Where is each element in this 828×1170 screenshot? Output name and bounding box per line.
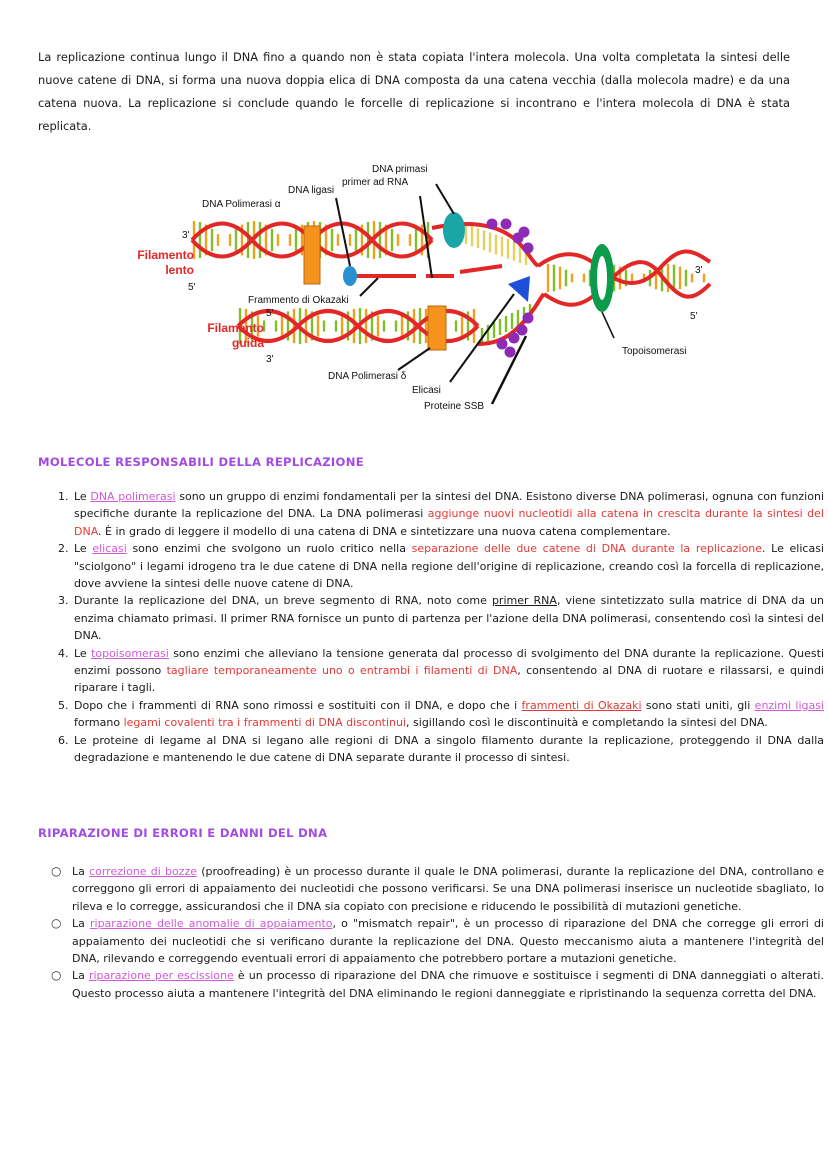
label-filamento-lento-2: lento (165, 263, 194, 277)
label-dna-pol-alpha: DNA Polimerasi α (202, 199, 281, 210)
label-3prime-right: 3' (695, 265, 703, 276)
dna-polymerase-delta (428, 306, 446, 350)
ssb-protein (523, 243, 534, 254)
list-item: 3. Durante la replicazione del DNA, un breve segmento di RNA, noto come primer RNA, viene sintetizzato sulla matrice di DNA da un enzima chiamato primasi. Il primer RNA fornisce un punto di partenza per l'azione della DNA polimerasi, consentendo così la sintesi del DNA. (72, 592, 824, 644)
dna-replication-diagram (120, 158, 720, 420)
term-link: riparazione per escissione (88, 969, 234, 983)
list-item: 6. Le proteine di legame al DNA si legano alle regioni di DNA a singolo filamento durante la replicazione, proteggendo il DNA dalla degradazione e mantenendo le due catene di DNA separate durante il processo di sintesi. (72, 732, 824, 767)
ssb-protein (509, 333, 520, 344)
ssb-protein (497, 339, 508, 350)
highlight-text: legami covalenti tra i frammenti di DNA discontinui (123, 716, 407, 730)
list-item: 4. Le topoisomerasi sono enzimi che alleviano la tensione generata dal processo di svolgimento del DNA durante la replicazione. Questi enzimi possono tagliare temporaneamente uno o entrambi i filamenti di DNA, consentendo al DNA di ruotare e rilassarsi, e quindi riparare i tagli. (72, 645, 824, 697)
label-dna-ligasi: DNA ligasi (288, 185, 335, 196)
list-item: 2. Le elicasi sono enzimi che svolgono un ruolo critico nella separazione delle due catene di DNA durante la replicazione. Le elicasi "sciolgono" i legami idrogeno tra le due catene di DNA nella regione dell'origine di replicazione, creando così la forcella di replicazione, dove avviene la sintesi delle nuove catene di DNA. (72, 540, 824, 592)
label-filamento-lento-1: Filamento (137, 248, 194, 262)
ssb-protein (501, 219, 512, 230)
term-link: DNA polimerasi (90, 490, 176, 503)
repair-list (38, 863, 824, 1002)
label-primer-rna: primer ad RNA (342, 177, 409, 188)
term-link: frammenti di Okazaki (521, 698, 642, 712)
list-item: ○ La correzione di bozze (proofreading) è un processo durante il quale le DNA polimerasi, durante la replicazione del DNA, controllano e correggono gli errori di appaiamento dei nucleotidi che possono verificarsi. Se una DNA polimerasi inserisce un nucleotide sbagliato, lo rileva e lo corregge, assicurandosi che il DNA sia copiato con precisione e riducendo le possibilità di mutazioni genetiche. (51, 864, 825, 913)
term-link: topoisomerasi (91, 646, 169, 660)
label-filamento-guida-2: guida (232, 336, 264, 350)
ssb-protein (523, 313, 534, 324)
ssb-proteins-lower (497, 313, 534, 358)
label-frammento-okazaki: Frammento di Okazaki (248, 295, 349, 306)
molecules-list (38, 488, 824, 767)
label-elicasi: Elicasi (412, 385, 441, 396)
term-link: enzimi ligasi (754, 698, 825, 712)
term-link: elicasi (92, 542, 127, 556)
list-item: 5. Dopo che i frammenti di RNA sono rimossi e sostituiti con il DNA, e dopo che i frammenti di Okazaki sono stati uniti, gli enzimi ligasi formano legami covalenti tra i frammenti di DNA discontinui, sigillando così le discontinuità e completando la sintesi del DNA. (72, 697, 824, 732)
circle-bullet-icon: ○ (51, 864, 62, 878)
topoisomerase-hole (597, 256, 607, 300)
highlight-text: aggiunge nuovi nucleotidi alla catena in crescita durante la sintesi del DNA (74, 507, 824, 538)
label-topoisomerasi: Topoisomerasi (622, 346, 687, 357)
leader-topo (602, 312, 614, 338)
list-item: ○ La riparazione delle anomalie di appaiamento, o "mismatch repair", è un processo di riparazione del DNA che corregge gli errori di appaiamento dei nucleotidi che si verificano durante la replicazione del DNA. Questo meccanismo aiuta a mantenere l'integrità del DNA, rilevando e correggendo eventuali errori di appaiamento che potrebbero portare a mutazioni genetiche. (51, 916, 824, 966)
term-link: riparazione delle anomalie di appaiamento (90, 917, 333, 931)
label-dna-primasi: DNA primasi (372, 164, 428, 175)
highlight-text: separazione delle due catene di DNA durante la replicazione (411, 542, 763, 556)
section-title-molecules: MOLECOLE RESPONSABILI DELLA REPLICAZIONE (38, 455, 364, 469)
label-5prime-right: 5' (690, 311, 698, 322)
ssb-protein (505, 347, 516, 358)
label-3prime-top: 3' (182, 230, 190, 241)
okazaki-fragment-3 (460, 266, 502, 272)
intro-paragraph: La replicazione continua lungo il DNA fino a quando non è stata copiata l'intera molecola. Una volta completata la sintesi delle nuove catene di DNA, si forma una nuova doppia elica di DNA composta da una catena vecchia (dalla molecola madre) e da una catena nuova. La replicazione si conclude quando le forcelle di replicazione si incontrano e l'intera molecola di DNA è stata replicata. (38, 50, 790, 133)
dna-ligase (343, 266, 357, 286)
circle-bullet-icon: ○ (51, 916, 62, 931)
ssb-protein (519, 227, 530, 238)
circle-bullet-icon: ○ (51, 968, 62, 983)
section-title-repair: RIPARAZIONE DI ERRORI E DANNI DEL DNA (38, 826, 328, 840)
dna-polymerase-alpha (304, 226, 320, 284)
term-underlined: primer RNA (491, 594, 557, 608)
ssb-protein (517, 325, 528, 336)
dna-primase (443, 212, 465, 248)
label-5prime-mid: 5' (266, 308, 274, 319)
label-3prime-bottom: 3' (266, 354, 274, 365)
leader-pol-delta (398, 348, 430, 370)
label-proteine-ssb: Proteine SSB (424, 401, 485, 412)
list-item: 1. Le DNA polimerasi sono un gruppo di enzimi fondamentali per la sintesi del DNA. Esistono diverse DNA polimerasi, ognuna con funzioni specifiche durante la replicazione del DNA. La DNA polimerasi aggiunge nuovi nucleotidi alla catena in crescita durante la sintesi del DNA. È in grado di leggere il modello di una catena di DNA e sintetizzare una nuova catena complementare. (72, 488, 824, 540)
list-item: ○ La riparazione per escissione è un processo di riparazione del DNA che rimuove e sostituisce i segmenti di DNA danneggiati o alterati. Questo processo aiuta a mantenere l'integrità del DNA eliminando le regioni danneggiate e ripristinando la sequenza corretta del DNA. (51, 968, 824, 1000)
leader-primase (436, 184, 454, 214)
ssb-protein (487, 219, 498, 230)
label-5prime-top: 5' (188, 282, 196, 293)
leader-okazaki (360, 278, 378, 296)
label-dna-pol-delta: DNA Polimerasi δ (328, 371, 407, 382)
term-link: correzione di bozze (89, 865, 197, 878)
highlight-text: tagliare temporaneamente uno o entrambi i filamenti di DNA (166, 664, 518, 678)
label-filamento-guida-1: Filamento (207, 321, 264, 335)
